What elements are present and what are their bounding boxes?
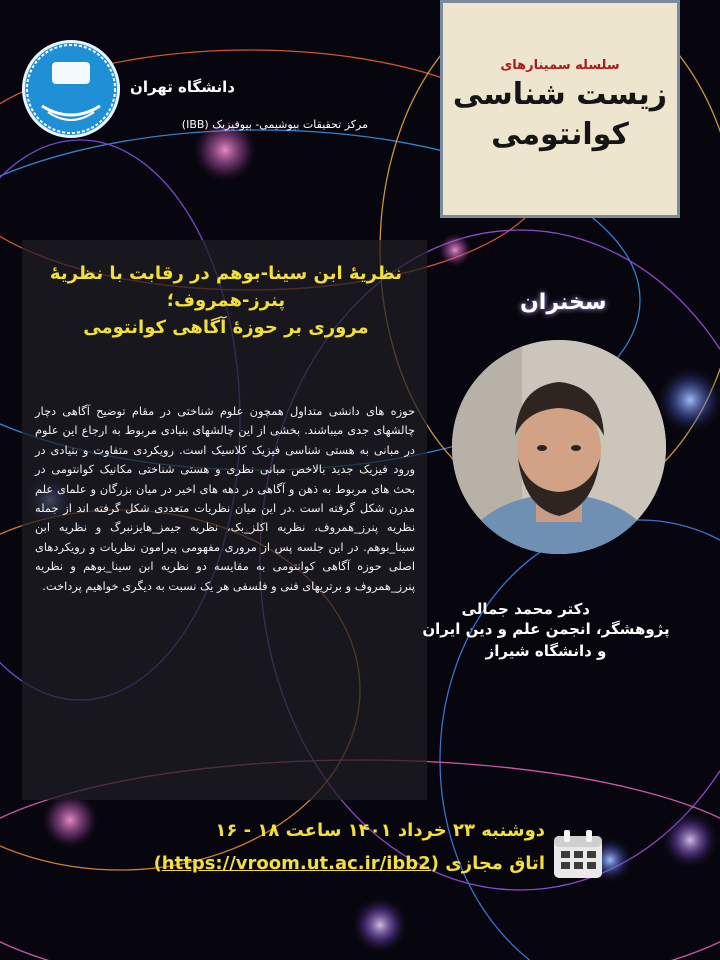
university-logo-emblem bbox=[22, 40, 120, 138]
series-title-line2: کوانتومی bbox=[491, 117, 629, 152]
talk-title-line3: مروری بر حوزهٔ آگاهی کوانتومی bbox=[83, 317, 369, 338]
speaker-name: دکتر محمد جمالی bbox=[461, 600, 590, 618]
calendar-icon bbox=[550, 827, 606, 883]
virtual-room-line: اتاق مجازی (https://vroom.ut.ac.ir/ibb2) bbox=[153, 853, 545, 874]
university-logo bbox=[22, 40, 120, 138]
talk-title-line2: پنرز-همروف؛ bbox=[166, 290, 286, 311]
talk-title-line1: نظریهٔ ابن سینا-بوهم در رقابت با نظریهٔ bbox=[49, 263, 403, 284]
speaker-affiliation-line1: پژوهشگر، انجمن علم و دین ایران bbox=[422, 620, 670, 638]
series-subtitle: سلسله سمینارهای bbox=[500, 58, 620, 73]
seminar-series-box bbox=[440, 0, 680, 218]
speaker-photo bbox=[452, 340, 666, 554]
series-title-line1: زیست شناسی bbox=[452, 77, 668, 112]
speaker-portrait bbox=[452, 340, 666, 554]
speaker-affiliation-line2: و دانشگاه شیراز bbox=[485, 642, 607, 660]
event-datetime: دوشنبه ۲۳ خرداد ۱۴۰۱ ساعت ۱۸ - ۱۶ bbox=[215, 820, 545, 841]
virtual-room-label: اتاق مجازی bbox=[445, 853, 545, 874]
research-center-name: مرکز تحقیقات بیوشیمی- بیوفیزیک (IBB) bbox=[181, 118, 368, 131]
speaker-label: سخنران bbox=[520, 290, 607, 315]
talk-title bbox=[30, 260, 422, 341]
virtual-room-link[interactable]: https://vroom.ut.ac.ir/ibb2 bbox=[161, 853, 431, 874]
university-name: دانشگاه تهران bbox=[130, 78, 235, 96]
talk-abstract: حوزه های دانشی متداول همچون علوم شناختی در مقام توضیح آگاهی دچار چالشهای جدی میباشند. بخشی از این چالشهای بنیادی مربوط به ارجاع این علوم در مبانی به هستی شناسی فیزیک کلاسیک است. رویکردی متفاوت و بنیادی در ورود فیزیک جدید بالاخص مبانی نظری و هستی شناختی مکانیک کوانتومی در بحث های مربوط به ذهن و آگاهی در دهه های اخیر در میان بزرگان و علمای علم مدرن شکل گرفته است .در این میان نظریات متعددی شکل گرفته اند از جمله نظریه پنرز_همروف، نظریه اکلز_بک، نظریه جیمز_هایزنبرگ و نظریه ابن سینا_بوهم. در این جلسه پس از مروری مفهومی پیرامون نظریات و رویکردهای اصلی حوزه آگاهی کوانتومی به مقایسه دو نظریه ابن سینا_بوهم و نظریه پنرز_همروف و برتریهای فنی و فلسفی هر یک نسبت به دیگری خواهیم پرداخت. bbox=[35, 404, 415, 593]
